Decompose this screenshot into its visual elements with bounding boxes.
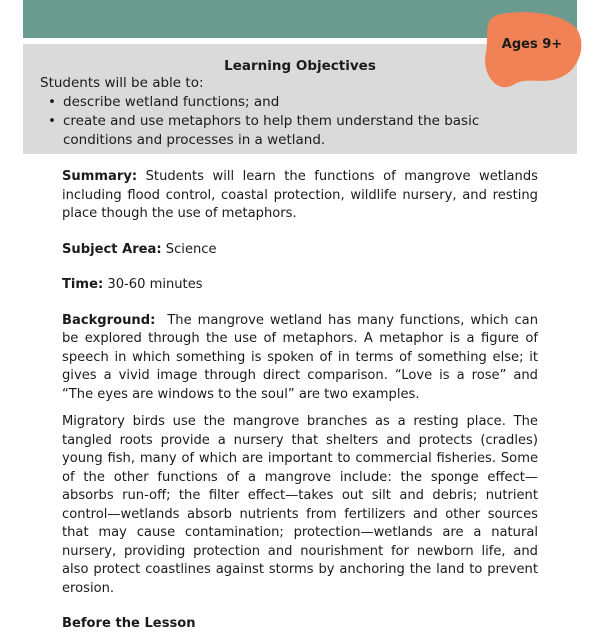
objective-item: • describe wetland functions; and — [63, 93, 533, 112]
before-lesson-heading — [62, 615, 538, 634]
background-text: The mangrove wetland has many functions, which can be explored through the use of metaphors. A metaphor is a figure of speech in which something is spoken of in terms of something else; it gives a vivid image through direct comparison. “Love is a rose” and “The eyes are windows to the soul” are two examples. — [62, 312, 538, 402]
background-label: Background: — [62, 312, 156, 328]
ages-badge — [483, 12, 583, 90]
before-lesson-label: Before the Lesson — [62, 616, 196, 631]
time-line — [62, 276, 538, 295]
objectives-list — [63, 93, 533, 150]
ages-label: Ages 9+ — [501, 37, 563, 52]
objectives-title: Learning Objectives — [224, 58, 376, 74]
background-paragraph — [62, 312, 538, 405]
background-paragraph-2: Migratory birds use the mangrove branches as a resting place. The tangled roots provide a nursery that shelters and protects (cradles) young fish, many of which are important to commercial fisheries. Some of the other functions of a mangrove include: the sponge effect—absorbs run-off; the filter effect—takes out silt and debris; nutrient control—wetlands absorb nutrients from fertilizers and other sources that may cause contamination; protection—wetlands are a natural nursery, providing protection and nourishment for newborn life, and also protect coastlines against storms by anchoring the land to prevent erosion. — [62, 414, 538, 596]
summary-text: Students will learn the functions of mangrove wetlands including flood control, coastal protection, wildlife nursery, and resting place though the use of metaphors. — [62, 169, 538, 221]
subject-label: Subject Area: — [62, 241, 162, 257]
subject-text: Science — [165, 241, 217, 257]
summary-label: Summary: — [62, 169, 138, 184]
objectives-intro: Students will be able to: — [40, 75, 204, 91]
summary-paragraph — [62, 168, 538, 224]
time-text: 30-60 minutes — [107, 277, 203, 292]
time-label: Time: — [62, 277, 104, 292]
subject-area-line — [62, 241, 538, 260]
lesson-content — [62, 168, 538, 634]
objective-item: • create and use metaphors to help them understand the basic conditions and processes in a wetland. — [63, 112, 533, 150]
